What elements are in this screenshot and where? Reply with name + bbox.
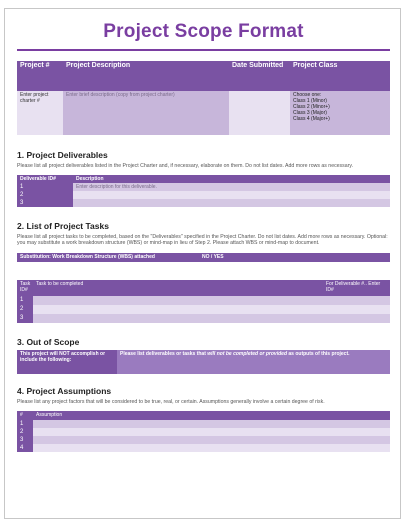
date-submitted-field[interactable]: [229, 91, 290, 135]
page-title: Project Scope Format: [17, 21, 390, 51]
table-row: [17, 444, 390, 452]
assumption-field[interactable]: [33, 444, 390, 452]
project-header-table: [17, 61, 390, 135]
assumption-field[interactable]: [33, 436, 390, 444]
document-body: [17, 21, 390, 452]
table-row: [17, 436, 390, 444]
task-id: 2: [17, 305, 33, 314]
out-of-scope-label: This project will NOT accomplish or include the following:: [17, 350, 117, 374]
out-of-scope-heading: 3. Out of Scope: [17, 336, 80, 347]
deliverable-description-field[interactable]: [73, 199, 390, 207]
wbs-substitution-bar: [17, 253, 390, 262]
task-id: 3: [17, 314, 33, 323]
deliverables-description: Please list all project deliverables listed in the Project Charter and, if necessary, elaborate on them. Do not list dates. Add more rows as necessary.: [17, 163, 354, 169]
assumptions-col-number: #: [20, 412, 23, 418]
table-row: [17, 428, 390, 436]
table-row: [17, 305, 390, 314]
task-deliverable-field[interactable]: [323, 314, 390, 323]
assumptions-table: [17, 411, 390, 452]
tasks-col-description: Task to be completed: [36, 280, 84, 287]
class-choose-label: Choose one:: [293, 92, 322, 98]
tasks-col-id: Task ID#: [20, 280, 31, 293]
out-of-scope-instruction-a: Please list deliverables or tasks that: [120, 350, 208, 357]
assumption-number: 4: [17, 444, 33, 452]
deliverable-id: 1: [17, 183, 73, 191]
deliverables-heading: 1. Project Deliverables: [17, 150, 108, 160]
assumptions-description: Please list any project factors that will be considered to be true, real, or certain. Assumptions generally involve a certain degree of risk.: [17, 398, 325, 405]
table-row: [17, 191, 390, 199]
task-description-field[interactable]: [33, 296, 323, 305]
assumption-field[interactable]: [33, 420, 390, 428]
table-row: [17, 420, 390, 428]
assumption-field[interactable]: [33, 428, 390, 436]
project-description-field[interactable]: Enter brief description (copy from project charter): [63, 91, 229, 135]
tasks-description: Please list all project tasks to be completed, based on the "Deliverables" specified in the Project Charter. Do not list dates. Add more rows as necessary. Optional: you may substitute a work breakdown structure (WBS) or mind-map in lieu of Step 2. Please attach WBS or mind-map to document.: [17, 233, 388, 246]
deliverables-col-id: Deliverable ID#: [20, 175, 56, 182]
tasks-heading: 2. List of Project Tasks: [17, 220, 109, 231]
out-of-scope-table: [17, 350, 390, 374]
header-date-submitted: Date Submitted: [232, 62, 284, 69]
wbs-substitution-value[interactable]: NO / YES: [202, 253, 224, 260]
table-row: [17, 314, 390, 323]
task-deliverable-field[interactable]: [323, 296, 390, 305]
tasks-col-deliverable: For Deliverable #.. Enter ID#: [326, 280, 381, 293]
header-project-number: Project #: [20, 62, 50, 69]
class-option-1[interactable]: Class 1 (Minor): [293, 98, 327, 104]
deliverable-description-field[interactable]: [73, 191, 390, 199]
project-class-field[interactable]: [290, 91, 390, 135]
assumptions-col-assumption: Assumption: [36, 412, 63, 418]
deliverable-id: 2: [17, 191, 73, 199]
deliverable-id: 3: [17, 199, 73, 207]
out-of-scope-field[interactable]: [117, 350, 390, 374]
project-number-field[interactable]: Enter project charter #: [17, 91, 63, 135]
document-page: [4, 8, 401, 519]
wbs-substitution-label: Substitution: Work Breakdown Structure (WBS) attached: [20, 253, 155, 260]
table-row: [17, 296, 390, 305]
task-id: 1: [17, 296, 33, 305]
class-option-3[interactable]: Class 3 (Major): [293, 110, 327, 116]
header-project-description: Project Description: [66, 62, 131, 69]
out-of-scope-instruction-emphasis: will not be completed or provided: [207, 350, 287, 357]
deliverables-col-description: Description: [76, 175, 104, 182]
class-option-2[interactable]: Class 2 (Minor+): [293, 104, 330, 110]
deliverables-table: [17, 175, 390, 207]
task-description-field[interactable]: [33, 314, 323, 323]
class-option-4[interactable]: Class 4 (Major+): [293, 116, 330, 122]
table-row: [17, 199, 390, 207]
deliverable-description-field[interactable]: Enter description for this deliverable.: [73, 183, 390, 191]
assumption-number: 1: [17, 420, 33, 428]
assumptions-heading: 4. Project Assumptions: [17, 385, 112, 396]
task-deliverable-field[interactable]: [323, 305, 390, 314]
assumption-number: 2: [17, 428, 33, 436]
table-row: [17, 183, 390, 191]
out-of-scope-instruction-b: as outputs of this project.: [287, 350, 350, 357]
header-project-class: Project Class: [293, 62, 338, 69]
assumption-number: 3: [17, 436, 33, 444]
tasks-table: [17, 280, 390, 323]
task-description-field[interactable]: [33, 305, 323, 314]
